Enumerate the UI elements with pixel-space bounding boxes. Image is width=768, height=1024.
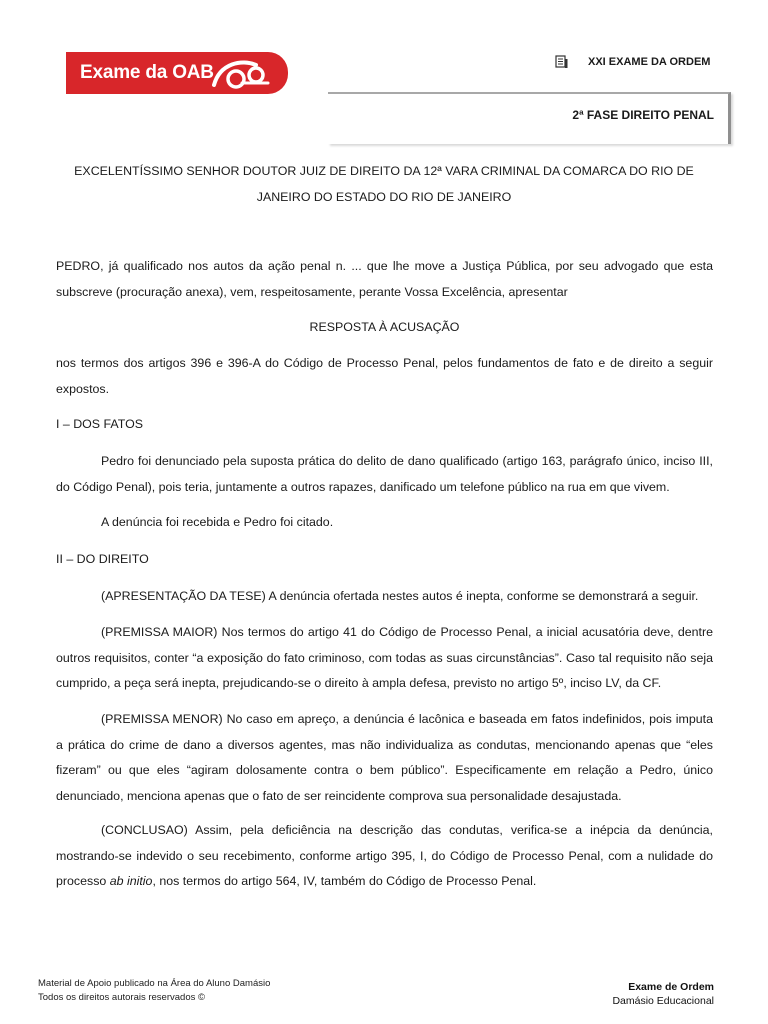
footer-exam-line: Exame de Ordem xyxy=(628,981,714,993)
exam-oab-logo xyxy=(66,52,288,94)
footer-material-line: Material de Apoio publicado na Área do Aluno Damásio xyxy=(38,978,271,989)
law-paragraph-thesis: (APRESENTAÇÃO DA TESE) A denúncia ofertada nestes autos é inepta, conforme se demonstrará a seguir. xyxy=(101,589,699,603)
footer-school-line: Damásio Educacional xyxy=(612,995,714,1007)
phase-title: 2ª FASE DIREITO PENAL xyxy=(572,108,714,122)
law-paragraph-conclusion xyxy=(56,818,713,895)
facts-paragraph-2: A denúncia foi recebida e Pedro foi citado. xyxy=(101,515,334,529)
conclusion-latin-term: ab initio xyxy=(109,874,153,888)
phase-box xyxy=(328,92,731,144)
law-paragraph-minor-premise: (PREMISSA MENOR) No caso em apreço, a denúncia é lacônica e baseada em fatos indefinidos, pois imputa a prática do crime de dano a diversos agentes, mas não individualiza as condutas, mencionando apenas que “eles fizeram” ou que eles “agiram dolosamente contra o bem público”. Especificamente em relação a Pedro, único denunciado, menciona apenas que o fato de ser reincidente comprova sua personalidade desajustada. xyxy=(56,712,713,803)
footer-rights-line: Todos os direitos autorais reservados © xyxy=(38,992,205,1003)
document-title: RESPOSTA À ACUSAÇÃO xyxy=(309,320,460,334)
conclusion-text-end: , nos termos do artigo 564, IV, também do Código de Processo Penal. xyxy=(152,874,537,888)
oab-emblem-icon xyxy=(212,57,274,91)
facts-paragraph-1: Pedro foi denunciado pela suposta prática do delito de dano qualificado (artigo 163, parágrafo único, inciso III, do Código Penal), pois teria, juntamente a outros rapazes, danificado um telefone público na rua em que vivem. xyxy=(56,454,713,494)
law-paragraph-major-premise: (PREMISSA MAIOR) Nos termos do artigo 41 do Código de Processo Penal, a inicial acusatória deve, dentre outros requisitos, conter “a exposição do fato criminoso, com todas as suas circunstâncias”. Caso tal requisito não seja cumprido, a peça será inepta, prejudicando-se o direito à ampla defesa, previsto no artigo 5º, inciso LV, da CF. xyxy=(56,625,713,690)
addressee: EXCELENTÍSSIMO SENHOR DOUTOR JUIZ DE DIREITO DA 12ª VARA CRIMINAL DA COMARCA DO RIO DE JANEIRO DO ESTADO DO RIO DE JANEIRO xyxy=(74,164,694,204)
section-heading-law: II – DO DIREITO xyxy=(56,552,149,566)
section-heading-facts: I – DOS FATOS xyxy=(56,417,143,431)
intro-paragraph: PEDRO, já qualificado nos autos da ação penal n. ... que lhe move a Justiça Pública, por seu advogado que esta subscreve (procuração anexa), vem, respeitosamente, perante Vossa Excelência, apresentar xyxy=(56,259,713,299)
document-icon xyxy=(555,55,569,69)
footer-copyright xyxy=(38,977,270,1005)
footer-brand xyxy=(612,980,714,1008)
basis-paragraph: nos termos dos artigos 396 e 396-A do Código de Processo Penal, pelos fundamentos de fato e de direito a seguir expostos. xyxy=(56,356,713,396)
logo-text: Exame da OAB xyxy=(80,62,214,83)
conclusion-text-start: (CONCLUSAO) Assim, pela deficiência na descrição das condutas, verifica-se a inépcia da denúncia, mostrando-se indevido o seu recebimento, conforme artigo 395, I, do Código de Processo Penal, com a nulidade do processo xyxy=(56,823,713,888)
exam-title: XXI EXAME DA ORDEM xyxy=(588,56,711,68)
